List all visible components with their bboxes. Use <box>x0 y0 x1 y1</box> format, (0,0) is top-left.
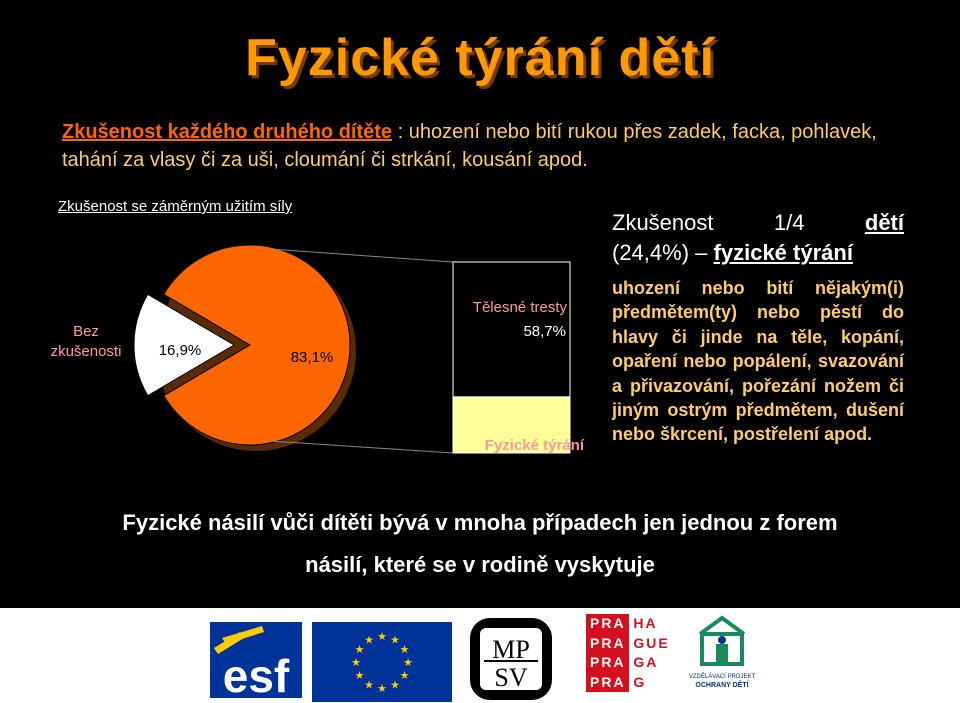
praha-row-left: PRA <box>586 614 627 634</box>
intro-text <box>62 118 892 174</box>
mpsv-logo <box>470 618 552 700</box>
right-body-text: uhození nebo bití nějakým(i) předmětem(ty) nebo pěstí do hlavy či jinde na těle, kopání, opaření nebo popálení, svazování a přivazování, pořezání nožem či jiným ostrým předmětem, dušení nebo škrcení, postřelení apod. <box>612 278 904 445</box>
connector-line-bottom <box>270 441 453 453</box>
praha-row <box>586 634 682 654</box>
stacked-bar <box>453 262 570 453</box>
eu-star-icon: ★ <box>364 679 374 692</box>
eu-star-icon: ★ <box>354 644 365 656</box>
praha-row-right: GA <box>627 653 682 673</box>
label-fyzicke: Fyzické týrání <box>484 437 584 454</box>
praha-row <box>586 614 682 634</box>
eu-star-icon: ★ <box>399 670 410 682</box>
right-l2a: (24,4%) <box>612 240 696 265</box>
intro-highlight: Zkušenost každého druhého dítěte <box>62 121 393 143</box>
mpsv-logo-bottom: SV <box>494 663 528 692</box>
right-l2dash: – <box>695 240 708 265</box>
right-heading-line1 <box>612 208 904 238</box>
praha-row <box>586 673 682 693</box>
praha-logo <box>586 614 682 692</box>
slide-title: Fyzické týrání dětí <box>245 29 715 87</box>
right-heading <box>612 208 904 268</box>
bar-seg-label-telesne: 58,7% <box>523 323 566 340</box>
logo-strip <box>0 608 960 703</box>
praha-row-left: PRA <box>586 634 627 654</box>
bottom-line-1: Fyzické násilí vůči dítěti bývá v mnoha případech jen jednou z forem <box>122 510 838 535</box>
intro-rest: : uhození nebo bití rukou přes zadek, facka, pohlavek, tahání za vlasy či za uši, cloumání či strkání, kousání apod. <box>62 121 877 171</box>
eu-star-icon: ★ <box>351 657 361 669</box>
eu-star-icon: ★ <box>354 670 365 682</box>
bar-seg-label-fyzicke: 24,4% <box>486 380 526 396</box>
ochrana-deti-logo <box>689 618 756 689</box>
esf-logo-text: esf <box>222 650 290 702</box>
pie-slice-label-small: 16,9% <box>158 342 202 359</box>
praha-row-right: HA <box>627 614 682 634</box>
right-w3: dětí <box>864 210 904 235</box>
pie-slice-label-large: 83,1% <box>290 349 334 366</box>
eu-star-icon: ★ <box>390 634 400 647</box>
esf-logo <box>210 622 302 702</box>
ochrana-line2: OCHRANY DĚTÍ <box>695 682 749 689</box>
eu-star-icon: ★ <box>390 679 400 692</box>
right-w2: 1/4 <box>773 210 805 235</box>
pie-bar-chart <box>0 220 600 510</box>
chart-title: Zkušenost se záměrným užitím síly <box>58 198 293 215</box>
mpsv-logo-top: MP <box>492 635 530 664</box>
label-bez-line1: Bez <box>73 323 99 340</box>
praha-row-right: G <box>627 673 682 693</box>
right-heading-line2 <box>612 238 904 268</box>
eu-star-icon: ★ <box>377 631 387 643</box>
label-telesne: Tělesné tresty <box>472 299 567 316</box>
eu-star-icon: ★ <box>399 644 410 656</box>
eu-star-icon: ★ <box>377 683 387 695</box>
eu-flag-logo <box>312 622 452 702</box>
praha-row-left: PRA <box>586 653 627 673</box>
right-l2b: fyzické týrání <box>713 240 853 265</box>
praha-row-right: GUE <box>627 634 682 654</box>
ochrana-line1: VZDĚLÁVACÍ PROJEKT <box>688 674 756 680</box>
eu-star-icon: ★ <box>403 657 413 669</box>
praha-row <box>586 653 682 673</box>
eu-star-icon: ★ <box>364 634 374 647</box>
bottom-line-2: násilí, které se v rodině vyskytuje <box>305 552 655 577</box>
right-w1: Zkušenost <box>612 210 714 235</box>
praha-row-left: PRA <box>586 673 627 693</box>
label-bez-line2: zkušenosti <box>50 343 122 360</box>
